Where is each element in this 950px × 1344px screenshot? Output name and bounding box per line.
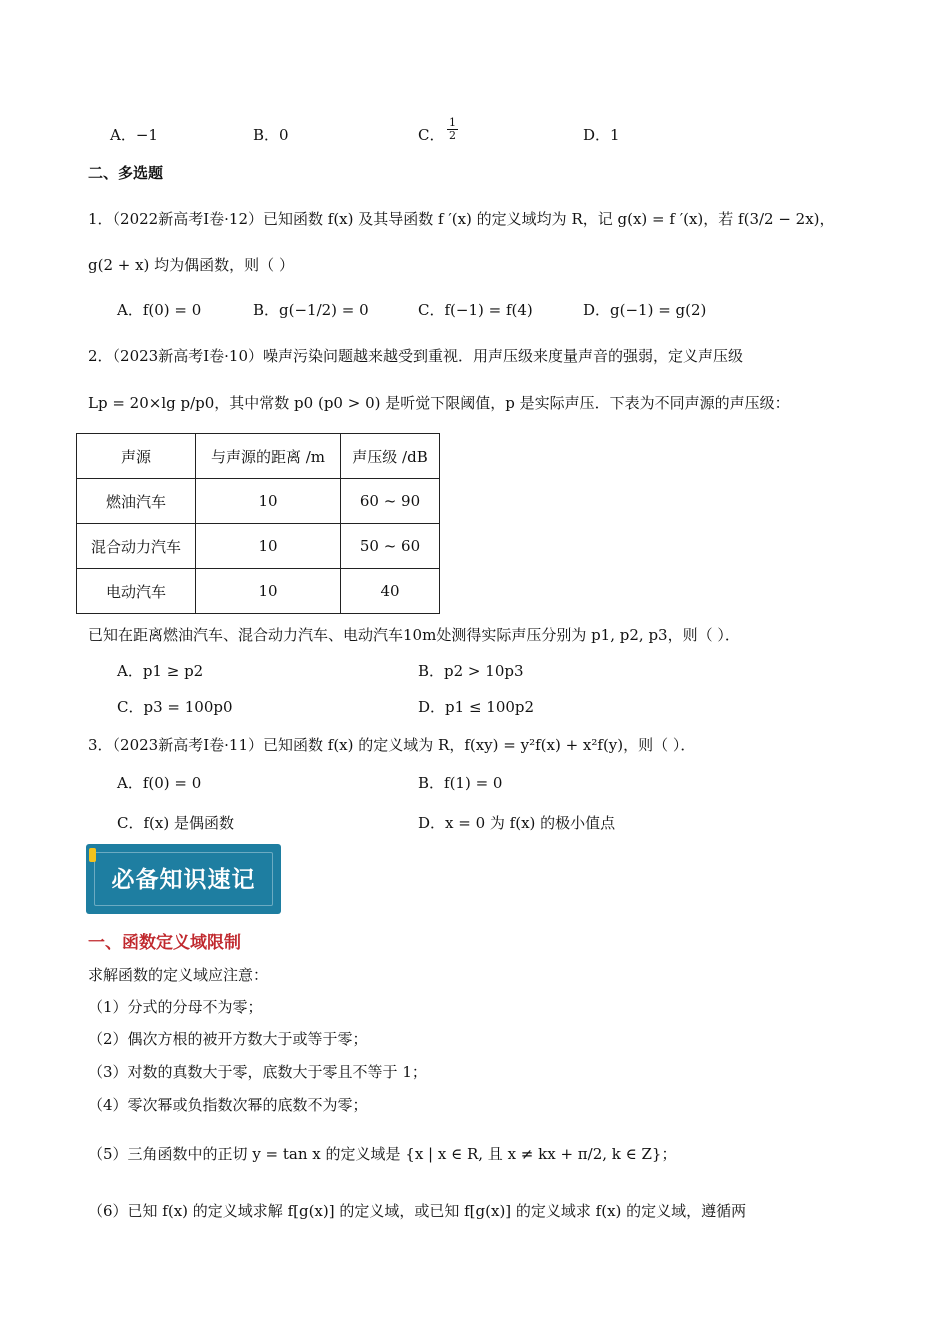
q1-option-a: A．f(0) = 0 [117, 301, 202, 319]
table-cell: 10 [196, 524, 341, 569]
q3-option-b: B．f(1) = 0 [418, 774, 503, 792]
q3-line1: 3．（2023新高考Ⅰ卷·11）已知函数 f(x) 的定义域为 R，f(xy) = y²f(x) + x²f(y)，则（ ）． [88, 736, 696, 754]
table-header-row [77, 434, 440, 479]
option-c-fraction: $\frac{1}{2}$ [449, 116, 456, 142]
q1-option-d: D．g(−1) = g(2) [583, 301, 707, 319]
table-cell: 10 [196, 479, 341, 524]
q2-option-a: A．p1 ≥ p2 [117, 662, 204, 680]
option-c: C． [418, 126, 445, 144]
q3-option-a: A．f(0) = 0 [117, 774, 202, 792]
q2-option-b: B．p2 > 10p3 [418, 662, 524, 680]
table-row [77, 524, 440, 569]
table-header: 声压级 /dB [341, 434, 440, 479]
q1-option-c: C．f(−1) = f(4) [418, 301, 533, 319]
banner-tag-icon [89, 848, 96, 862]
table-cell: 燃油汽车 [77, 479, 196, 524]
table-cell: 60 ~ 90 [341, 479, 440, 524]
table-header: 与声源的距离 /m [196, 434, 341, 479]
intro-text: 求解函数的定义域应注意： [88, 966, 269, 984]
q2-line1: 2．（2023新高考Ⅰ卷·10）噪声污染问题越来越受到重视．用声压级来度量声音的强弱，定义声压级 [88, 347, 744, 365]
table-cell: 40 [341, 569, 440, 614]
q1-option-b: B．g(−1/2) = 0 [253, 301, 369, 319]
table-row [77, 569, 440, 614]
rule-item: （3）对数的真数大于零，底数大于零且不等于 1； [88, 1063, 427, 1081]
rule-item: （5）三角函数中的正切 y = tan x 的定义域是 {x | x ∈ R, 且 x ≠ kx + π/2, k ∈ Z}； [88, 1145, 677, 1163]
q2-line3: 已知在距离燃油汽车、混合动力汽车、电动汽车10m处测得实际声压分别为 p1, p2, p3，则（ ）． [88, 626, 740, 644]
knowledge-banner [86, 844, 281, 914]
rule-item: （2）偶次方根的被开方数大于或等于零； [88, 1030, 368, 1048]
section-heading-domain-limits: 一、函数定义域限制 [88, 933, 241, 953]
table-cell: 混合动力汽车 [77, 524, 196, 569]
q1-line1: 1．（2022新高考Ⅰ卷·12）已知函数 f(x) 及其导函数 f ′(x) 的定义域均为 R，记 g(x) = f ′(x)，若 f(3/2 − 2x)， [88, 210, 835, 228]
sound-source-table [76, 433, 440, 614]
banner-title: 必备知识速记 [111, 867, 256, 893]
rule-item: （1）分式的分母不为零； [88, 998, 263, 1016]
table-row [77, 479, 440, 524]
rule-item: （4）零次幂或负指数次幂的底数不为零； [88, 1096, 368, 1114]
table-cell: 10 [196, 569, 341, 614]
table-cell: 电动汽车 [77, 569, 196, 614]
q2-line2: Lp = 20×lg p/p0，其中常数 p0 (p0 > 0) 是听觉下限阈值，p 是实际声压．下表为不同声源的声压级： [88, 394, 790, 412]
q1-line2: g(2 + x) 均为偶函数，则（ ） [88, 256, 294, 274]
q2-option-d: D．p1 ≤ 100p2 [418, 698, 535, 716]
q3-option-d: D．x = 0 为 f(x) 的极小值点 [418, 814, 616, 832]
rule-item: （6）已知 f(x) 的定义域求解 f[g(x)] 的定义域，或已知 f[g(x)] 的定义域求 f(x) 的定义域，遵循两 [88, 1202, 747, 1220]
option-a: A．−1 [110, 126, 158, 144]
option-b: B．0 [253, 126, 289, 144]
table-header: 声源 [77, 434, 196, 479]
q3-option-c: C．f(x) 是偶函数 [117, 814, 234, 832]
table-cell: 50 ~ 60 [341, 524, 440, 569]
option-d: D．1 [583, 126, 620, 144]
section-heading-multiple-choice: 二、多选题 [88, 164, 164, 182]
q2-option-c: C．p3 = 100p0 [117, 698, 233, 716]
